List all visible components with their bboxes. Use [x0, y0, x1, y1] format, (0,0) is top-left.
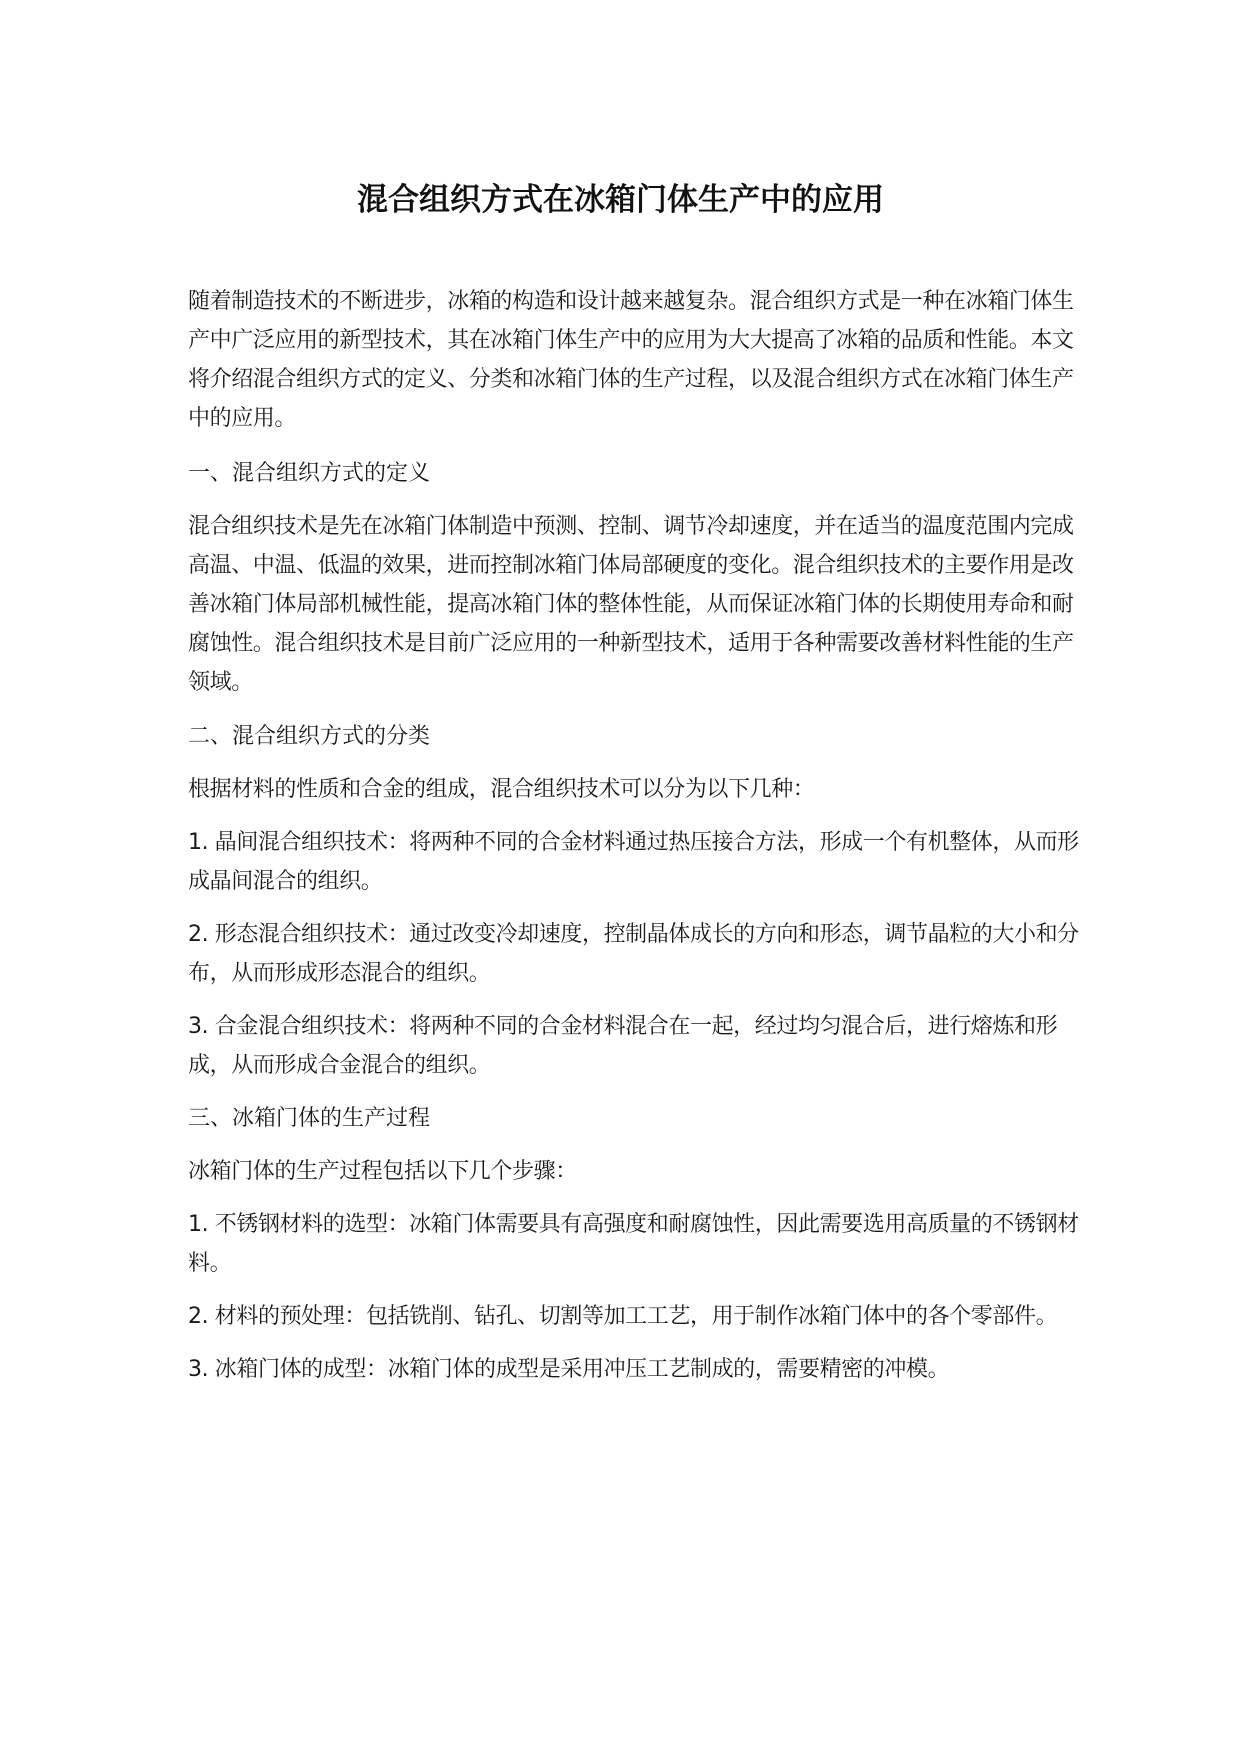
list-item-pretreatment: 2. 材料的预处理：包括铣削、钻孔、切割等加工工艺，用于制作冰箱门体中的各个零部件。	[188, 1304, 1058, 1329]
definition-paragraph: 混合组织技术是先在冰箱门体制造中预测、控制、调节冷却速度，并在适当的温度范围内完成高温、中温、低温的效果，进而控制冰箱门体局部硬度的变化。混合组织技术的主要作用是改善冰箱门体局部机械性能，提高冰箱门体的整体性能，从而保证冰箱门体的长期使用寿命和耐腐蚀性。混合组织技术是目前广泛应用的一种新型技术，适用于各种需要改善材料性能的生产领域。	[188, 514, 1074, 695]
intro-paragraph: 随着制造技术的不断进步，冰箱的构造和设计越来越复杂。混合组织方式是一种在冰箱门体生产中广泛应用的新型技术，其在冰箱门体生产中的应用为大大提高了冰箱的品质和性能。本文将介绍混合组织方式的定义、分类和冰箱门体的生产过程，以及混合组织方式在冰箱门体生产中的应用。	[188, 289, 1074, 431]
section-heading-classification: 二、混合组织方式的分类	[188, 724, 431, 749]
section-heading-definition: 一、混合组织方式的定义	[188, 461, 431, 486]
list-item-morphology: 2. 形态混合组织技术：通过改变冷却速度，控制晶体成长的方向和形态，调节晶粒的大小和分布，从而形成形态混合的组织。	[188, 922, 1079, 986]
section-heading-production: 三、冰箱门体的生产过程	[188, 1106, 431, 1131]
production-intro: 冰箱门体的生产过程包括以下几个步骤：	[188, 1159, 577, 1184]
classification-intro: 根据材料的性质和合金的组成，混合组织技术可以分为以下几种：	[188, 777, 815, 802]
list-item-alloy: 3. 合金混合组织技术：将两种不同的合金材料混合在一起，经过均匀混合后，进行熔炼和形成，从而形成合金混合的组织。	[188, 1014, 1058, 1078]
document-body	[188, 282, 1088, 1389]
document-title: 混合组织方式在冰箱门体生产中的应用	[357, 182, 884, 218]
list-item-intergranular: 1. 晶间混合组织技术：将两种不同的合金材料通过热压接合方法，形成一个有机整体，从而形成晶间混合的组织。	[188, 830, 1079, 894]
list-item-forming: 3. 冰箱门体的成型：冰箱门体的成型是采用冲压工艺制成的，需要精密的冲模。	[188, 1357, 950, 1382]
list-item-material-selection: 1. 不锈钢材料的选型：冰箱门体需要具有高强度和耐腐蚀性，因此需要选用高质量的不锈钢材料。	[188, 1212, 1079, 1276]
